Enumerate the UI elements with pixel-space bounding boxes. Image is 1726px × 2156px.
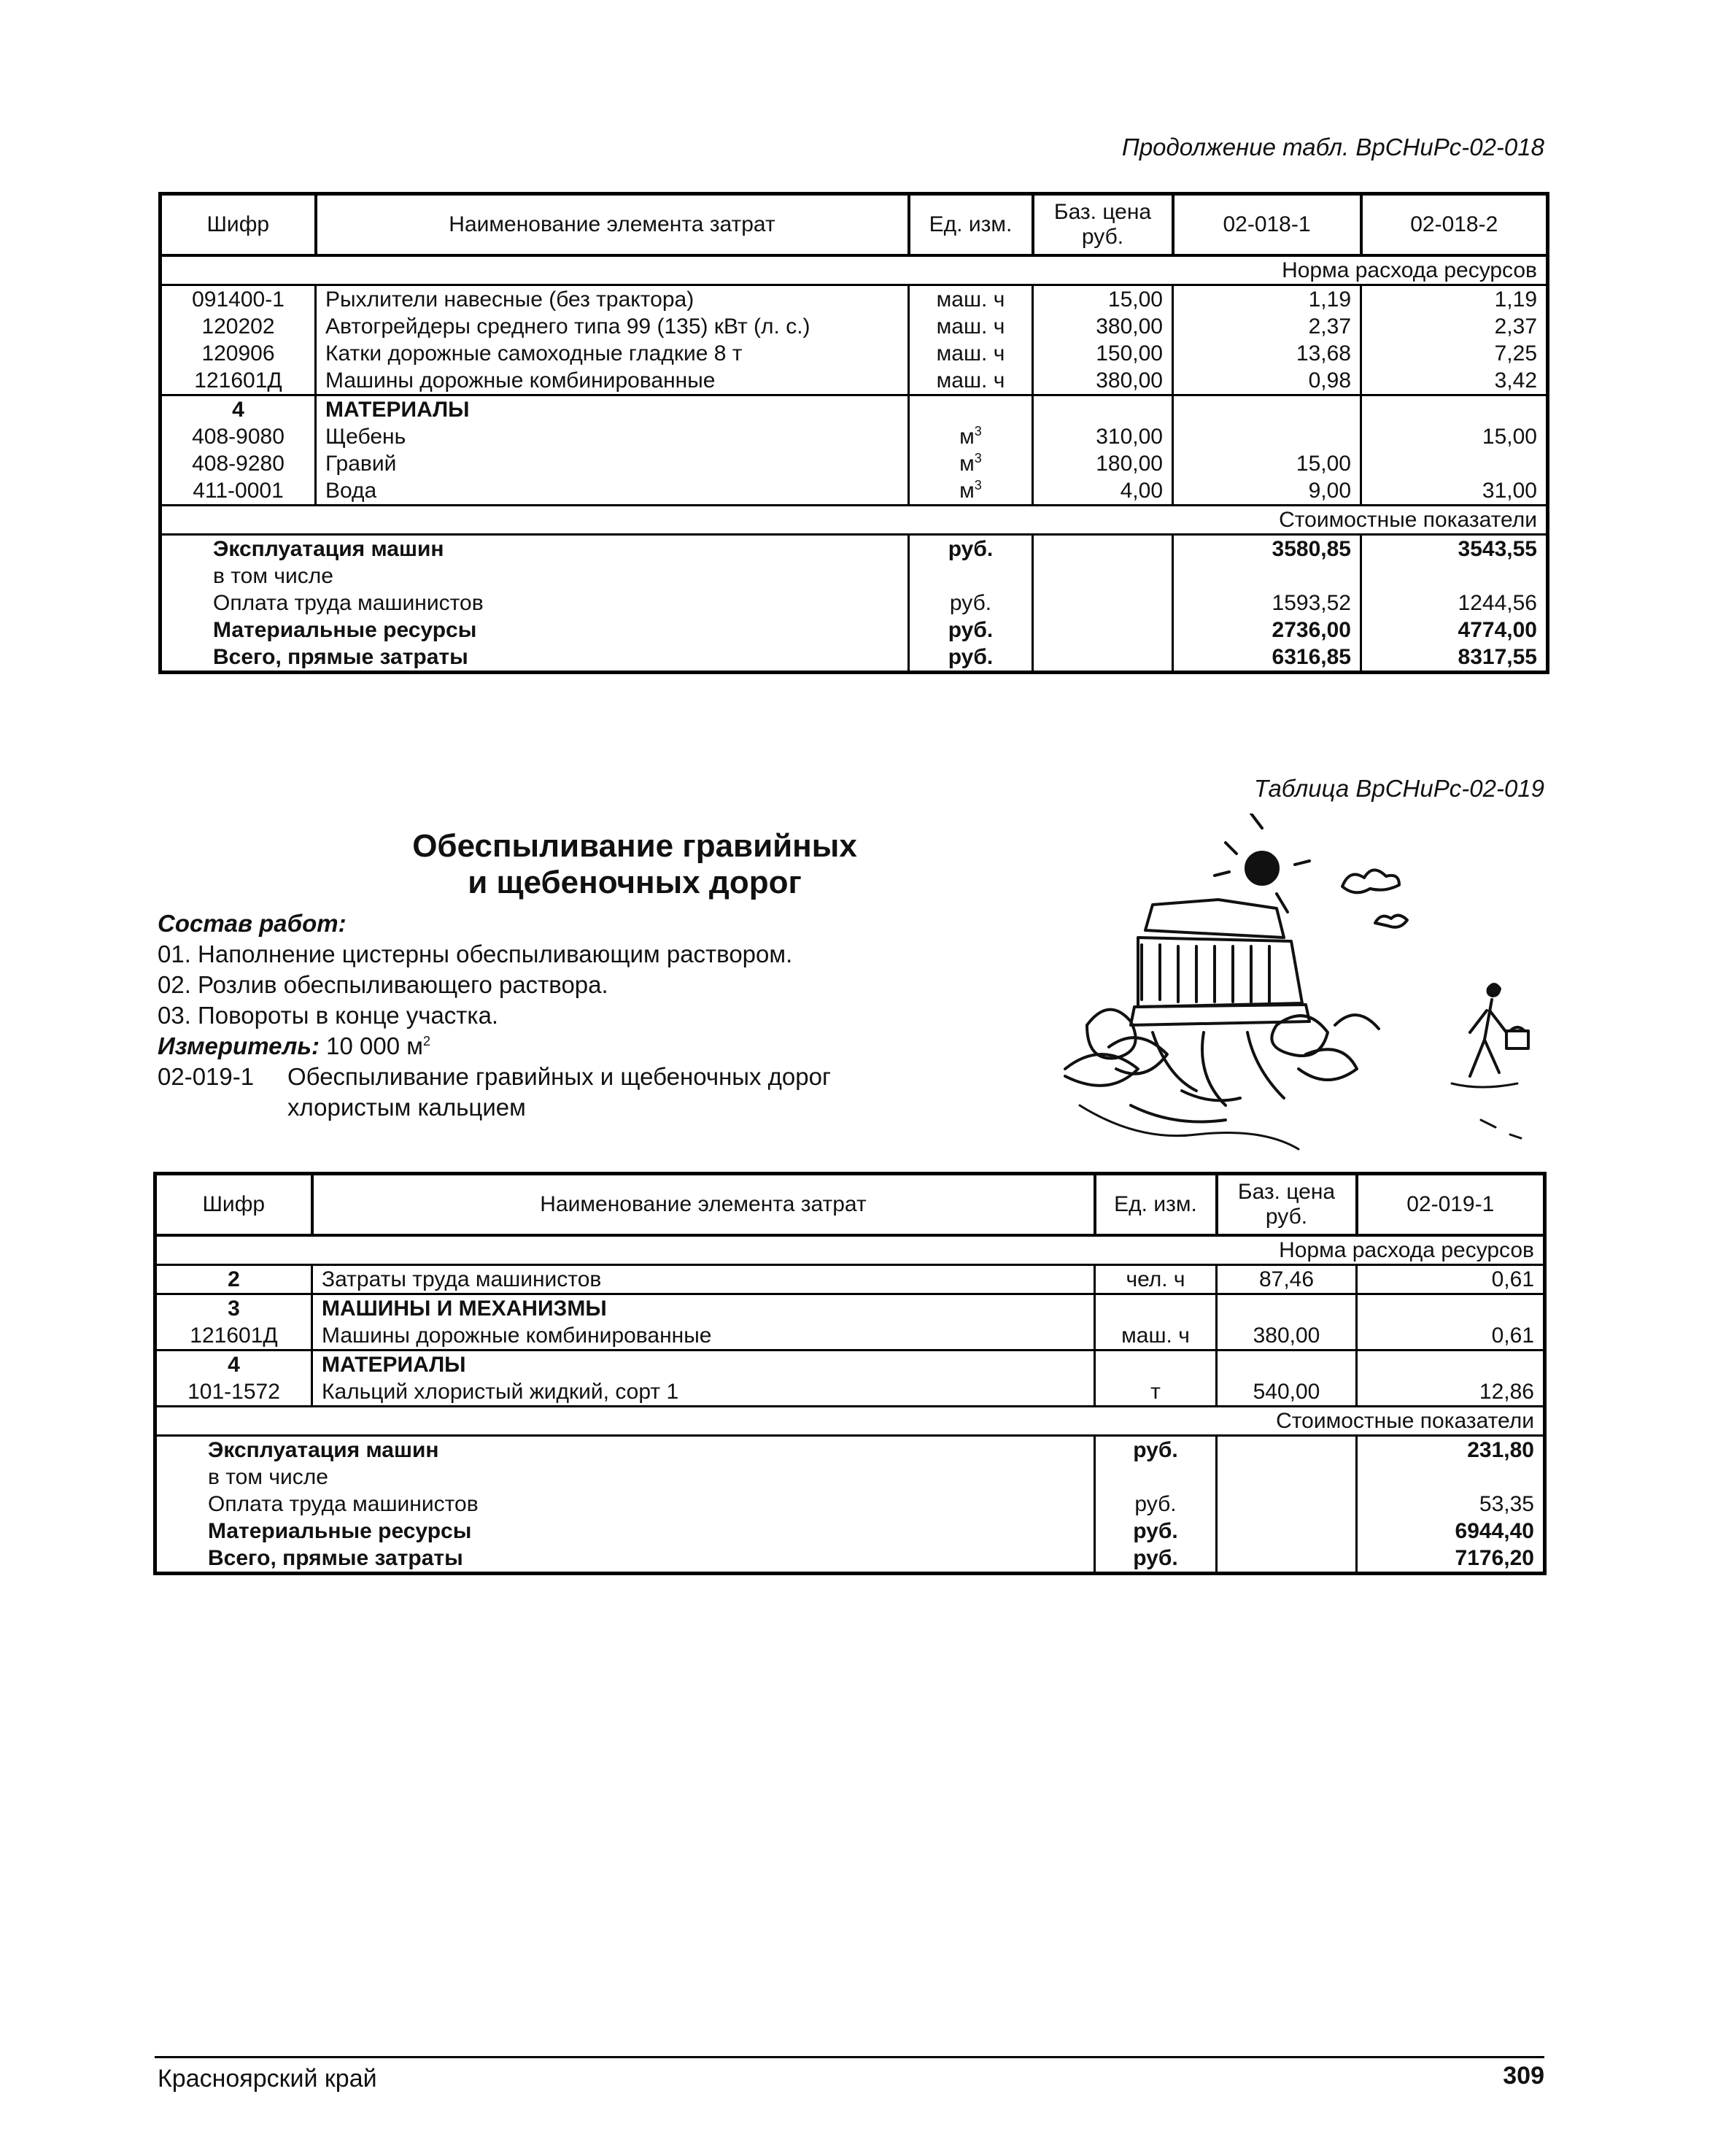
t2-c3-v1: 6944,40 xyxy=(1357,1518,1545,1545)
t1-r6-name: Гравий xyxy=(316,450,909,477)
t2-r3-name: МАТЕРИАЛЫ xyxy=(312,1350,1095,1378)
table-row xyxy=(160,450,1548,477)
t1-r7-code: 411-0001 xyxy=(160,477,316,506)
t1-r4-name: МАТЕРИАЛЫ xyxy=(316,395,909,423)
t2-r2-v1: 0,61 xyxy=(1357,1322,1545,1351)
work-item-3: 03. Повороты в конце участка. xyxy=(158,1002,499,1029)
table-row xyxy=(160,285,1548,313)
table-row xyxy=(160,313,1548,340)
t1-r5-name: Щебень xyxy=(316,423,909,450)
table-row xyxy=(160,617,1548,644)
t1-r3-code: 121601Д xyxy=(160,367,316,395)
table-row xyxy=(160,477,1548,506)
table-row xyxy=(155,1264,1545,1294)
t1-c4-v2: 8317,55 xyxy=(1361,644,1548,673)
t2-c0-unit: руб. xyxy=(1095,1435,1217,1464)
t2-r3-code: 4 xyxy=(228,1352,240,1377)
t2-r1-code: 3 xyxy=(228,1296,240,1321)
t1-r0-v2: 1,19 xyxy=(1361,285,1548,313)
t1-r0-price: 15,00 xyxy=(1033,285,1173,313)
t1-r2-code: 120906 xyxy=(201,341,275,366)
t1-head-unit: Ед. изм. xyxy=(909,194,1033,255)
t1-r5-unit: $м^3$ xyxy=(909,423,1033,450)
t1-head-col2: 02-018-2 xyxy=(1361,194,1548,255)
t2-head-code: Шифр xyxy=(155,1174,312,1235)
work-item-1: 01. Наполнение цистерны обеспыливающим раствором. xyxy=(158,940,793,967)
t1-r6-code: 408-9280 xyxy=(192,451,285,476)
truck-illustration xyxy=(1043,814,1554,1164)
t2-c0-label: Эксплуатация машин xyxy=(208,1437,439,1462)
t1-r5-code: 408-9080 xyxy=(192,424,285,449)
t1-r2-unit: маш. ч xyxy=(909,340,1033,367)
t2-c2-label: Оплата труда машинистов xyxy=(208,1491,479,1516)
t1-r0-unit: маш. ч xyxy=(909,285,1033,313)
page-number: 309 xyxy=(1503,2062,1544,2090)
t1-r0-name: Рыхлители навесные (без трактора) xyxy=(316,285,909,313)
t1-r5-price: 310,00 xyxy=(1033,423,1173,450)
table2 xyxy=(153,1172,1547,1575)
t2-r4-v1: 12,86 xyxy=(1357,1378,1545,1407)
footer-region: Красноярский край xyxy=(158,2065,377,2093)
table1 xyxy=(158,192,1549,674)
t1-r1-v1: 2,37 xyxy=(1173,313,1361,340)
table-row xyxy=(155,1518,1545,1545)
t1-c3-label: Материальные ресурсы xyxy=(213,617,477,642)
t1-r3-unit: маш. ч xyxy=(909,367,1033,395)
t1-r7-price: 4,00 xyxy=(1033,477,1173,506)
t1-r6-unit: $м^3$ xyxy=(909,450,1033,477)
measure-value: 10 000 м xyxy=(326,1032,423,1059)
table-row xyxy=(160,534,1548,563)
t1-r6-v2 xyxy=(1361,450,1548,477)
t1-c4-label: Всего, прямые затраты xyxy=(160,644,909,673)
t1-r6-v1: 15,00 xyxy=(1173,450,1361,477)
table-row xyxy=(155,1491,1545,1518)
t1-r1-unit: маш. ч xyxy=(909,313,1033,340)
table-row xyxy=(155,1294,1545,1322)
table-row xyxy=(160,423,1548,450)
t1-r3-name: Машины дорожные комбинированные xyxy=(316,367,909,395)
measure-sup: 2 xyxy=(422,1034,430,1048)
table-row xyxy=(160,644,1548,673)
table2-caption: Таблица ВрСНиРс-02-019 xyxy=(1254,775,1544,802)
t1-c4-v1: 6316,85 xyxy=(1173,644,1361,673)
t1-r4-code: 4 xyxy=(232,397,244,422)
t2-head-col1: 02-019-1 xyxy=(1357,1174,1545,1235)
t1-c2-unit: руб. xyxy=(909,590,1033,617)
t2-c3-label: Материальные ресурсы xyxy=(208,1518,472,1543)
section-title xyxy=(343,828,926,901)
work-item-2: 02. Розлив обеспыливающего раствора. xyxy=(158,971,608,998)
t2-head-unit: Ед. изм. xyxy=(1095,1174,1217,1235)
t1-r5-v2: 15,00 xyxy=(1361,423,1548,450)
footer-divider xyxy=(155,2056,1544,2058)
t2-r2-price: 380,00 xyxy=(1217,1322,1357,1351)
t1-r2-price: 150,00 xyxy=(1033,340,1173,367)
t1-c0-v2: 3543,55 xyxy=(1361,534,1548,563)
t2-r0-v1: 0,61 xyxy=(1357,1264,1545,1294)
t1-r0-code: 091400-1 xyxy=(192,287,285,312)
item-text: Обеспыливание гравийных и щебеночных дорог хлористым кальцием xyxy=(287,1063,832,1121)
table-row xyxy=(160,367,1548,395)
t2-c2-unit: руб. xyxy=(1095,1491,1217,1518)
t1-r1-v2: 2,37 xyxy=(1361,313,1548,340)
t2-c4-v1: 7176,20 xyxy=(1357,1545,1545,1574)
t2-head-price: Баз. цена руб. xyxy=(1217,1174,1357,1235)
t2-r4-name: Кальций хлористый жидкий, сорт 1 xyxy=(312,1378,1095,1407)
t2-r2-name: Машины дорожные комбинированные xyxy=(312,1322,1095,1351)
t1-r7-unit: $м^3$ xyxy=(909,477,1033,506)
t2-r2-unit: маш. ч xyxy=(1095,1322,1217,1351)
t1-r3-v1: 0,98 xyxy=(1173,367,1361,395)
t1-head-name: Наименование элемента затрат xyxy=(316,194,909,255)
table-row xyxy=(160,563,1548,590)
t1-c3-v1: 2736,00 xyxy=(1173,617,1361,644)
item-line xyxy=(158,1062,960,1123)
t1-c3-v2: 4774,00 xyxy=(1361,617,1548,644)
work-label: Состав работ: xyxy=(158,910,347,937)
t2-r0-name: Затраты труда машинистов xyxy=(312,1264,1095,1294)
t1-c2-label: Оплата труда машинистов xyxy=(213,590,484,615)
t2-r0-unit: чел. ч xyxy=(1095,1264,1217,1294)
t2-r2-code: 121601Д xyxy=(155,1322,312,1351)
t1-c2-v1: 1593,52 xyxy=(1173,590,1361,617)
t1-r6-price: 180,00 xyxy=(1033,450,1173,477)
t1-r7-v2: 31,00 xyxy=(1361,477,1548,506)
t1-r1-price: 380,00 xyxy=(1033,313,1173,340)
t2-r4-unit: т xyxy=(1095,1378,1217,1407)
t2-c2-v1: 53,35 xyxy=(1357,1491,1545,1518)
t2-c0-v1: 231,80 xyxy=(1357,1435,1545,1464)
t2-r0-code: 2 xyxy=(155,1264,312,1294)
t2-c3-unit: руб. xyxy=(1095,1518,1217,1545)
t1-head-code: Шифр xyxy=(160,194,316,255)
section-title-line1: Обеспыливание гравийных xyxy=(412,828,857,864)
t2-section-norm: Норма расхода ресурсов xyxy=(1217,1235,1545,1265)
table-row xyxy=(160,395,1548,423)
t2-r1-name: МАШИНЫ И МЕХАНИЗМЫ xyxy=(312,1294,1095,1322)
t1-c0-label: Эксплуатация машин xyxy=(213,536,444,561)
table-row xyxy=(155,1378,1545,1407)
t1-r2-v2: 7,25 xyxy=(1361,340,1548,367)
t1-r2-name: Катки дорожные самоходные гладкие 8 т xyxy=(316,340,909,367)
t2-c4-unit: руб. xyxy=(1095,1545,1217,1574)
t1-c4-unit: руб. xyxy=(909,644,1033,673)
t1-head-col1: 02-018-1 xyxy=(1173,194,1361,255)
table1-caption: Продолжение табл. ВрСНиРс-02-018 xyxy=(1121,134,1544,161)
table-row xyxy=(155,1545,1545,1574)
item-code: 02-019-1 xyxy=(158,1063,255,1090)
section-title-line2: и щебеночных дорог xyxy=(468,865,802,900)
t2-r4-code: 101-1572 xyxy=(155,1378,312,1407)
t1-r7-name: Вода xyxy=(316,477,909,506)
t1-section-cost: Стоимостные показатели xyxy=(1173,505,1548,534)
table-row xyxy=(155,1350,1545,1378)
table-row xyxy=(155,1435,1545,1464)
t1-c1-label: в том числе xyxy=(213,563,333,588)
t1-r2-v1: 13,68 xyxy=(1173,340,1361,367)
table-row xyxy=(160,590,1548,617)
t2-head-name: Наименование элемента затрат xyxy=(312,1174,1095,1235)
measure-label: Измеритель: xyxy=(158,1032,320,1059)
table-row xyxy=(155,1464,1545,1491)
t1-c2-v2: 1244,56 xyxy=(1361,590,1548,617)
t1-r3-price: 380,00 xyxy=(1033,367,1173,395)
table-row xyxy=(155,1322,1545,1351)
t1-c3-unit: руб. xyxy=(909,617,1033,644)
t2-r0-price: 87,46 xyxy=(1217,1264,1357,1294)
t1-r0-v1: 1,19 xyxy=(1173,285,1361,313)
t1-r3-v2: 3,42 xyxy=(1361,367,1548,395)
t2-section-cost: Стоимостные показатели xyxy=(1217,1406,1545,1435)
measure-line xyxy=(158,1031,960,1062)
work-description xyxy=(158,908,960,1123)
t1-section-norm: Норма расхода ресурсов xyxy=(1173,255,1548,285)
t1-c0-unit: руб. xyxy=(909,534,1033,563)
t2-r4-price: 540,00 xyxy=(1217,1378,1357,1407)
t2-c4-label: Всего, прямые затраты xyxy=(155,1545,1095,1574)
t1-r1-code: 120202 xyxy=(201,314,275,339)
t1-r5-v1 xyxy=(1173,423,1361,450)
t1-c0-v1: 3580,85 xyxy=(1173,534,1361,563)
t2-c1-label: в том числе xyxy=(208,1464,328,1489)
table-row xyxy=(160,340,1548,367)
t1-r7-v1: 9,00 xyxy=(1173,477,1361,506)
t1-head-price: Баз. цена руб. xyxy=(1033,194,1173,255)
t1-r1-name: Автогрейдеры среднего типа 99 (135) кВт (л. с.) xyxy=(316,313,909,340)
